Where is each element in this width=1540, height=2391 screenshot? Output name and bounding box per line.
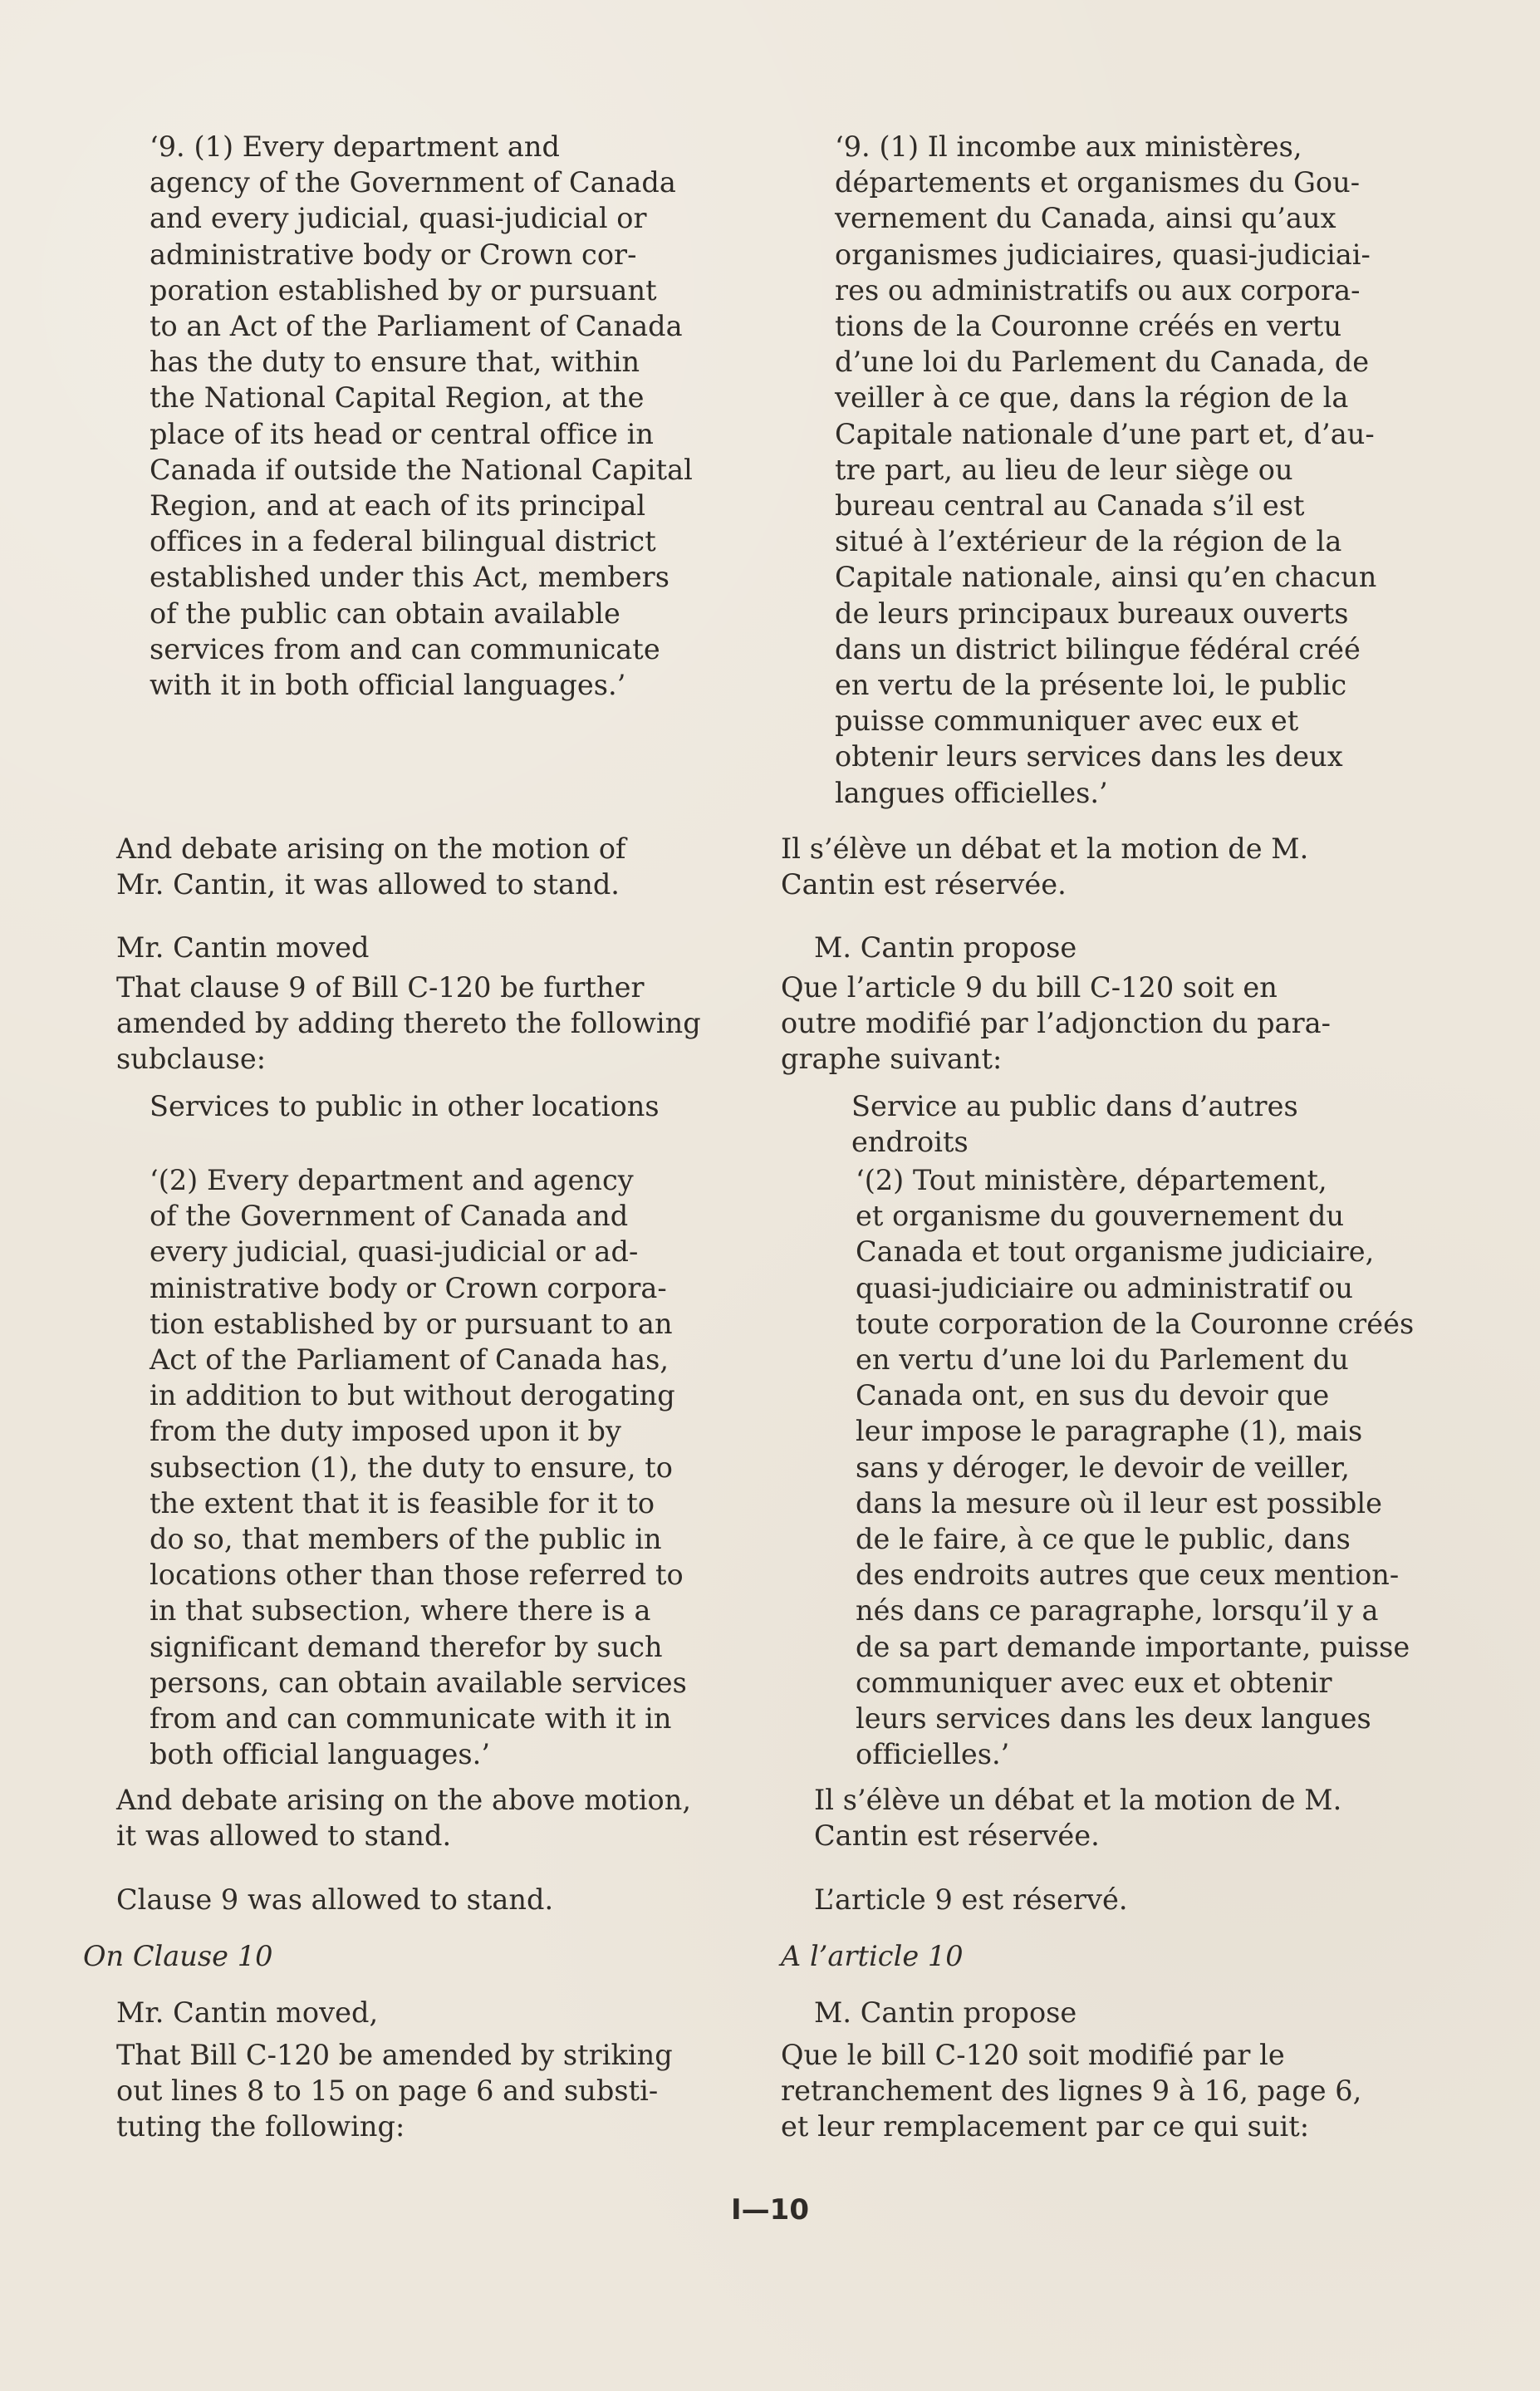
- page-number: I—10: [731, 2193, 809, 2227]
- english-debate-note-1: And debate arising on the motion of Mr. Cantin, it was allowed to stand.: [116, 832, 626, 901]
- french-clause-9-status: L’article 9 est réservé.: [814, 1883, 1128, 1916]
- french-debate-note-1: Il s’élève un débat et la motion de M. Cantin est réservée.: [781, 832, 1309, 901]
- french-clause-9-2: ‘(2) Tout ministère, département, et organisme du gouvernement du Canada et tout organisme judiciaire, quasi-judiciaire ou administratif ou toute corporation de la Couronne créés en vertu d’une loi du Parlement du Canada ont, en sus du devoir que leur impose le paragraphe (1), mais sans y déroger, le devoir de veiller, dans la mesure où il leur est possible de le faire, à ce que le public, dans des endroits autres que ceux mention- nés dans ce paragraphe, lorsqu’il y a de sa part demande importante, puisse communiquer avec eux et obtenir leurs services dans les deux langues officielles.’: [856, 1164, 1415, 1771]
- french-amendment-intro: Que l’article 9 du bill C-120 soit en outre modifié par l’adjonction du para- graphe suivant:: [781, 971, 1332, 1076]
- french-clause-10-heading: A l’article 10: [781, 1940, 964, 1972]
- english-debate-note-2: And debate arising on the above motion, it was allowed to stand.: [116, 1784, 692, 1853]
- english-motion-heading-2: Mr. Cantin moved,: [116, 1996, 379, 2029]
- english-clause-9-1: ‘9. (1) Every department and agency of the Government of Canada and every judicial, quasi-judicial or administrative body or Crown cor- poration established by or pursuant to an Act of the Parliament of Canada has the duty to ensure that, within the National Capital Region, at the place of its head or central office in Canada if outside the National Capital Region, and at each of its principal offices in a federal bilingual district established under this Act, members of the public can obtain available services from and can communicate with it in both official languages.’: [150, 130, 693, 702]
- french-motion-heading-2: M. Cantin propose: [814, 1996, 1077, 2029]
- french-motion-heading-1: M. Cantin propose: [814, 931, 1077, 964]
- english-clause-9-status: Clause 9 was allowed to stand.: [116, 1883, 554, 1916]
- french-clause-9-1: ‘9. (1) Il incombe aux ministères, départements et organismes du Gou- vernement du Canada, ainsi qu’aux organismes judiciaires, quasi-judiciai- res ou administratifs ou aux corpora- tions de la Couronne créés en vertu d’une loi du Parlement du Canada, de veiller à ce que, dans la région de la Capitale nationale d’une part et, d’au- tre part, au lieu de leur siège ou bureau central au Canada s’il est situé à l’extérieur de la région de la Capitale nationale, ainsi qu’en chacun de leurs principaux bureaux ouverts dans un district bilingue fédéral créé en vertu de la présente loi, le public puisse communiquer avec eux et obtenir leurs services dans les deux langues officielles.’: [835, 130, 1377, 809]
- english-motion-heading-1: Mr. Cantin moved: [116, 931, 370, 964]
- english-clause-9-2: ‘(2) Every department and agency of the Government of Canada and every judicial, quasi-judicial or ad- ministrative body or Crown corpora- tion established by or pursuant to an Act of the Parliament of Canada has, in addition to but without derogating from the duty imposed upon it by subsection (1), the duty to ensure, to the extent that it is feasible for it to do so, that members of the public in locations other than those referred to in that subsection, where there is a significant demand therefor by such persons, can obtain available services from and can communicate with it in both official languages.’: [150, 1164, 687, 1771]
- english-subclause-heading: Services to public in other locations: [150, 1090, 660, 1122]
- english-amendment-intro: That clause 9 of Bill C-120 be further amended by adding thereto the following subclause:: [116, 971, 701, 1076]
- english-amendment-bill-c120: That Bill C-120 be amended by striking out lines 8 to 15 on page 6 and substi- tuting the following:: [116, 2039, 673, 2143]
- english-clause-10-heading: On Clause 10: [83, 1940, 273, 1972]
- french-amendment-bill-c120: Que le bill C-120 soit modifié par le retranchement des lignes 9 à 16, page 6, et leur remplacement par ce qui suit:: [781, 2039, 1362, 2143]
- french-subclause-heading: Service au public dans d’autres endroits: [851, 1090, 1298, 1159]
- french-debate-note-2: Il s’élève un débat et la motion de M. Cantin est réservée.: [814, 1784, 1342, 1853]
